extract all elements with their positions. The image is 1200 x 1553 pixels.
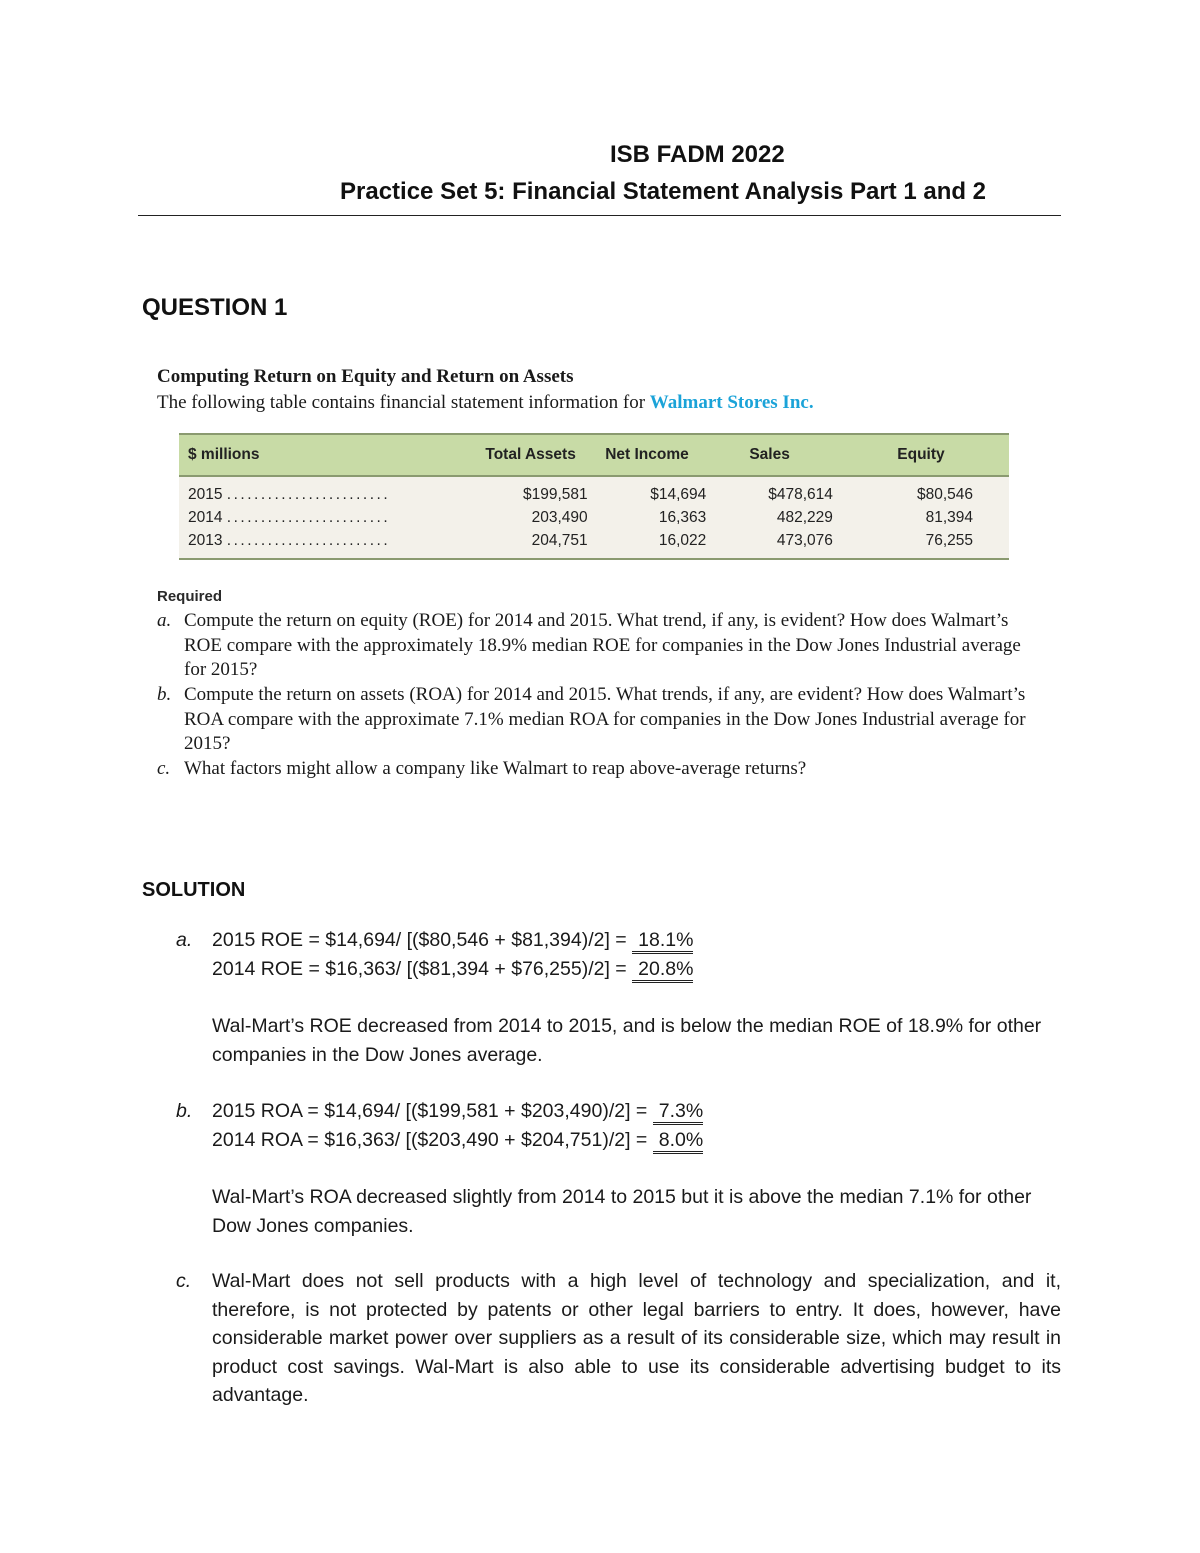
document-title: ISB FADM 2022 [610, 141, 785, 168]
table-cell: 81,394 [925, 508, 973, 526]
item-text: What factors might allow a company like Walmart to reap above-average returns? [184, 758, 807, 779]
column-header: $ millions [179, 434, 474, 476]
table-cell: 203,490 [531, 508, 588, 526]
roe-comment: Wal-Mart’s ROE decreased from 2014 to 2015, and is below the median ROE of 18.9% for other companies in the Dow Jones average. [212, 1015, 1042, 1066]
solution-a [176, 926, 1061, 1069]
exercise-title: Computing Return on Equity and Return on Assets [157, 366, 574, 387]
solution-c [176, 1267, 1061, 1410]
column-header: Sales [706, 434, 833, 476]
document-subtitle: Practice Set 5: Financial Statement Analysis Part 1 and 2 [340, 178, 987, 205]
roe-2015-result: 18.1% [632, 929, 693, 954]
solution-b [176, 1097, 1061, 1240]
required-item-a [157, 609, 1037, 683]
roa-2015-line: 2015 ROA = $14,694/ [($199,581 + $203,490)/2] = 7.3% [212, 1097, 1061, 1126]
roe-2014-line: 2014 ROE = $16,363/ [($81,394 + $76,255)/2] = 20.8% [212, 955, 1061, 984]
question-heading: QUESTION 1 [142, 294, 288, 321]
table-cell: $199,581 [523, 485, 588, 503]
leader-dots: ........................ [226, 508, 391, 526]
financial-data-table [179, 433, 1009, 560]
required-heading: Required [157, 588, 223, 605]
column-header: Total Assets [474, 434, 588, 476]
solution-heading: SOLUTION [142, 879, 246, 901]
roa-2014-line: 2014 ROA = $16,363/ [($203,490 + $204,751)/2] = 8.0% [212, 1126, 1061, 1155]
item-letter: a. [176, 929, 193, 951]
table-row [179, 476, 1009, 506]
required-item-c [157, 757, 1037, 782]
table-cell: 76,255 [833, 529, 1009, 559]
item-letter: c. [176, 1270, 192, 1292]
column-header: Net Income [588, 434, 707, 476]
column-header: Equity [833, 434, 1009, 476]
roa-2014-result: 8.0% [653, 1129, 703, 1154]
company-name: Walmart Stores Inc. [649, 392, 814, 413]
item-letter: b. [157, 684, 172, 705]
table-cell: 473,076 [706, 529, 833, 559]
item-letter: b. [176, 1100, 193, 1122]
table-row [179, 506, 1009, 529]
table-cell-year [179, 506, 474, 529]
header-divider [138, 215, 1061, 216]
year-label: 2015 [188, 485, 223, 503]
leader-dots: ........................ [226, 531, 391, 549]
intro-text: The following table contains financial statement information for [157, 392, 650, 413]
table-row [179, 529, 1009, 559]
table-cell: 204,751 [474, 529, 588, 559]
table-cell: 482,229 [776, 508, 833, 526]
item-letter: c. [157, 758, 171, 779]
table-cell: $478,614 [768, 485, 833, 503]
roa-comment: Wal-Mart’s ROA decreased slightly from 2014 to 2015 but it is above the median 7.1% for other Dow Jones companies. [212, 1186, 1032, 1237]
factors-answer: Wal-Mart does not sell products with a high level of technology and specialization, and it, therefore, is not protected by patents or other legal barriers to entry. It does, however, have considerable market power over suppliers as a result of its considerable size, which may result in product cost savings. Wal-Mart is also able to use its considerable advertising budget to its advantage. [212, 1270, 1061, 1406]
table-cell: 16,022 [588, 529, 707, 559]
leader-dots: ........................ [226, 485, 391, 503]
required-item-b [157, 683, 1037, 757]
table-cell-year [179, 476, 474, 506]
table-header-row [179, 434, 1009, 476]
exercise-intro [157, 392, 814, 414]
table-cell: 16,363 [658, 508, 707, 526]
year-label: 2014 [188, 508, 223, 526]
item-text: Compute the return on assets (ROA) for 2014 and 2015. What trends, if any, are evident? How does Walmart’s ROA compare with the approximate 7.1% median ROA for companies in the Dow Jones Industrial average for 2015? [184, 684, 1026, 754]
table-cell-year [179, 529, 474, 559]
roe-2014-result: 20.8% [632, 958, 693, 983]
year-label: 2013 [188, 531, 223, 549]
table-cell: $14,694 [650, 485, 707, 503]
roe-2015-line: 2015 ROE = $14,694/ [($80,546 + $81,394)/2] = 18.1% [212, 926, 1061, 955]
roa-2015-result: 7.3% [653, 1100, 703, 1125]
item-letter: a. [157, 610, 172, 631]
table-cell: $80,546 [916, 485, 973, 503]
item-text: Compute the return on equity (ROE) for 2014 and 2015. What trend, if any, is evident? How does Walmart’s ROE compare with the approximately 18.9% median ROE for companies in the Dow Jones Industrial average for 2015? [184, 610, 1021, 680]
